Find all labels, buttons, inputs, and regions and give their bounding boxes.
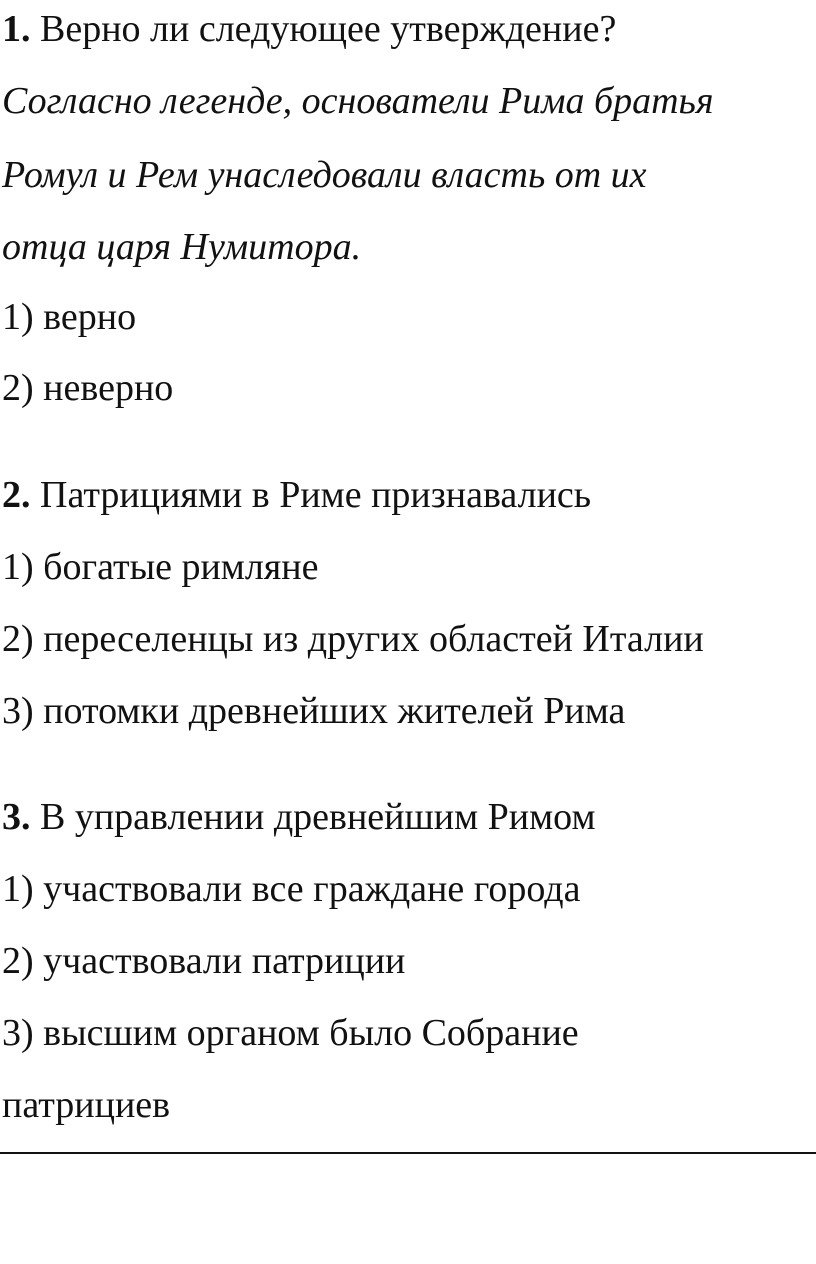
question-1-heading — [2, 10, 616, 48]
question-3-option-3: 3) высшим органом было Собрание — [2, 1012, 579, 1054]
question-2-number: 2. — [2, 474, 31, 516]
question-1-prompt: Верно ли следующее утверждение? — [40, 8, 617, 50]
question-1-statement-line-3: отца царя Нумитора. — [2, 226, 362, 268]
question-1-option-1: 1) верно — [2, 296, 137, 338]
question-1-statement-line-2: Ромул и Рем унаследовали власть от их — [2, 154, 647, 196]
question-3-option-3-continuation: патрициев — [2, 1084, 171, 1126]
question-2-heading — [2, 476, 591, 514]
question-2-prompt: Патрициями в Риме признавались — [40, 474, 592, 516]
question-1-option-2: 2) неверно — [2, 367, 174, 409]
question-3-prompt: В управлении древнейшим Римом — [40, 796, 596, 838]
question-3-heading — [2, 798, 596, 836]
question-2-option-1: 1) богатые римляне — [2, 546, 319, 588]
question-3-option-2: 2) участвовали патриции — [2, 940, 406, 982]
question-1-statement-line-1: Согласно легенде, основатели Рима братья — [2, 80, 714, 122]
question-2-option-3: 3) потомки древнейших жителей Рима — [2, 690, 626, 732]
bottom-divider — [0, 1152, 816, 1154]
question-3-option-1: 1) участвовали все граждане города — [2, 868, 581, 910]
question-2-option-2: 2) переселенцы из других областей Италии — [2, 618, 704, 660]
question-3-number: 3. — [2, 796, 31, 838]
question-1-number: 1. — [2, 8, 31, 50]
